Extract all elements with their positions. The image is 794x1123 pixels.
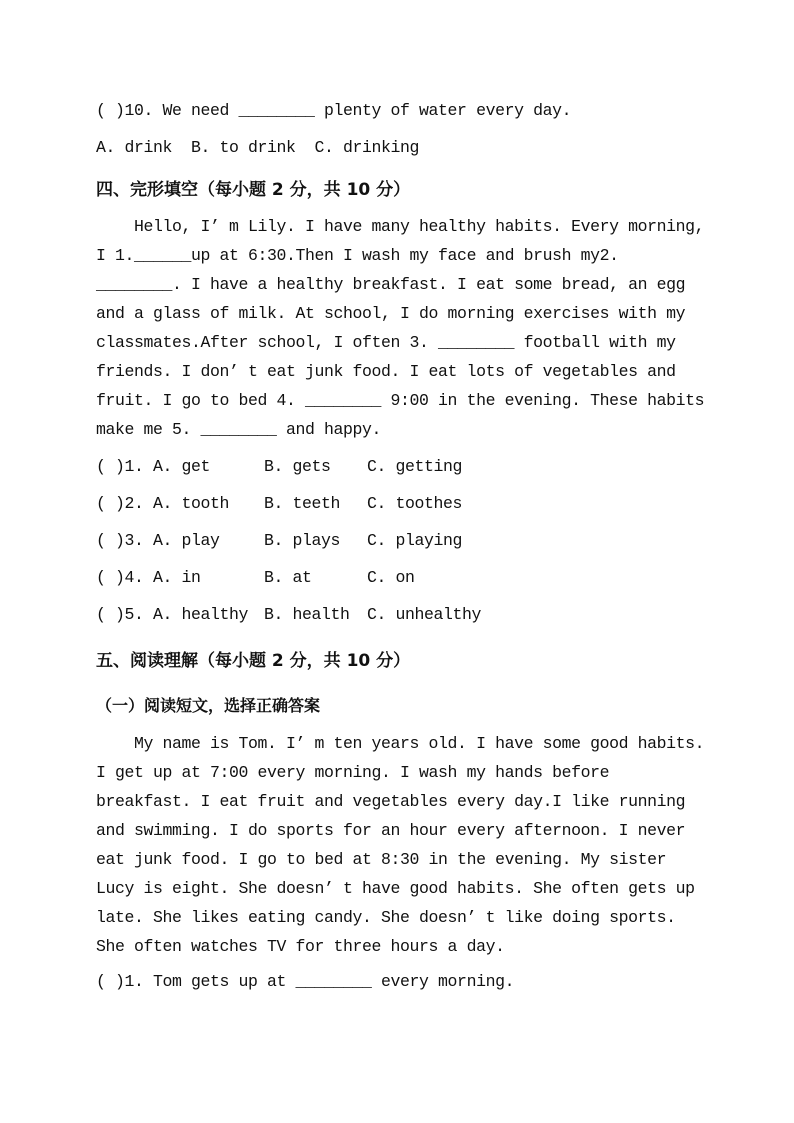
passage-line: Hello, I’ m Lily. I have many healthy habits. Every morning, — [96, 217, 705, 236]
cloze-question-row — [96, 522, 706, 559]
option-b: B. plays — [264, 531, 341, 550]
option-b: B. health — [264, 605, 350, 624]
option-a: ( )3. A. play — [96, 531, 220, 550]
section-5-heading: 五、阅读理解（每小题 2 分，共 10 分） — [96, 651, 411, 671]
option-b: B. teeth — [264, 494, 341, 513]
passage-line: make me 5. ________ and happy. — [96, 420, 382, 439]
passage-line: and a glass of milk. At school, I do morning exercises with my — [96, 304, 686, 323]
option-c: C. playing — [367, 531, 463, 550]
option-c: C. on — [367, 568, 415, 587]
option-a: ( )5. A. healthy — [96, 605, 249, 624]
cloze-questions — [96, 448, 706, 633]
passage-line: I 1.______up at 6:30.Then I wash my face and brush my2. — [96, 246, 619, 265]
cloze-question-row — [96, 596, 706, 633]
option-b: B. at — [264, 568, 312, 587]
option-c: C. unhealthy — [367, 605, 482, 624]
section-5-subheading: （一）阅读短文，选择正确答案 — [96, 696, 321, 715]
passage-line: My name is Tom. I’ m ten years old. I have some good habits. — [96, 734, 705, 753]
cloze-question-row — [96, 559, 706, 596]
option-a: ( )1. A. get — [96, 457, 211, 476]
passage-line: fruit. I go to bed 4. ________ 9:00 in the evening. These habits — [96, 391, 705, 410]
passage-line: I get up at 7:00 every morning. I wash my hands before — [96, 763, 610, 782]
passage-line: ________. I have a healthy breakfast. I eat some bread, an egg — [96, 275, 686, 294]
section-4-heading: 四、完形填空（每小题 2 分，共 10 分） — [96, 180, 411, 200]
passage-line: and swimming. I do sports for an hour every afternoon. I never — [96, 821, 686, 840]
passage-line: Lucy is eight. She doesn’ t have good habits. She often gets up — [96, 879, 695, 898]
passage-line: She often watches TV for three hours a day. — [96, 937, 505, 956]
worksheet-page — [96, 92, 706, 1000]
question-10-stem: ( )10. We need ________ plenty of water every day. — [96, 101, 572, 120]
question-10-options: A. drink B. to drink C. drinking — [96, 138, 420, 157]
option-a: ( )4. A. in — [96, 568, 201, 587]
cloze-question-row — [96, 448, 706, 485]
option-b: B. gets — [264, 457, 331, 476]
passage-line: breakfast. I eat fruit and vegetables every day.I like running — [96, 792, 686, 811]
option-a: ( )2. A. tooth — [96, 494, 230, 513]
cloze-passage — [96, 212, 706, 444]
passage-line: late. She likes eating candy. She doesn’ t like doing sports. — [96, 908, 676, 927]
reading-passage — [96, 729, 706, 961]
option-c: C. toothes — [367, 494, 463, 513]
passage-line: classmates.After school, I often 3. ________ football with my — [96, 333, 676, 352]
option-c: C. getting — [367, 457, 463, 476]
reading-question-1: ( )1. Tom gets up at ________ every morning. — [96, 972, 515, 991]
passage-line: eat junk food. I go to bed at 8:30 in the evening. My sister — [96, 850, 667, 869]
cloze-question-row — [96, 485, 706, 522]
passage-line: friends. I don’ t eat junk food. I eat lots of vegetables and — [96, 362, 676, 381]
